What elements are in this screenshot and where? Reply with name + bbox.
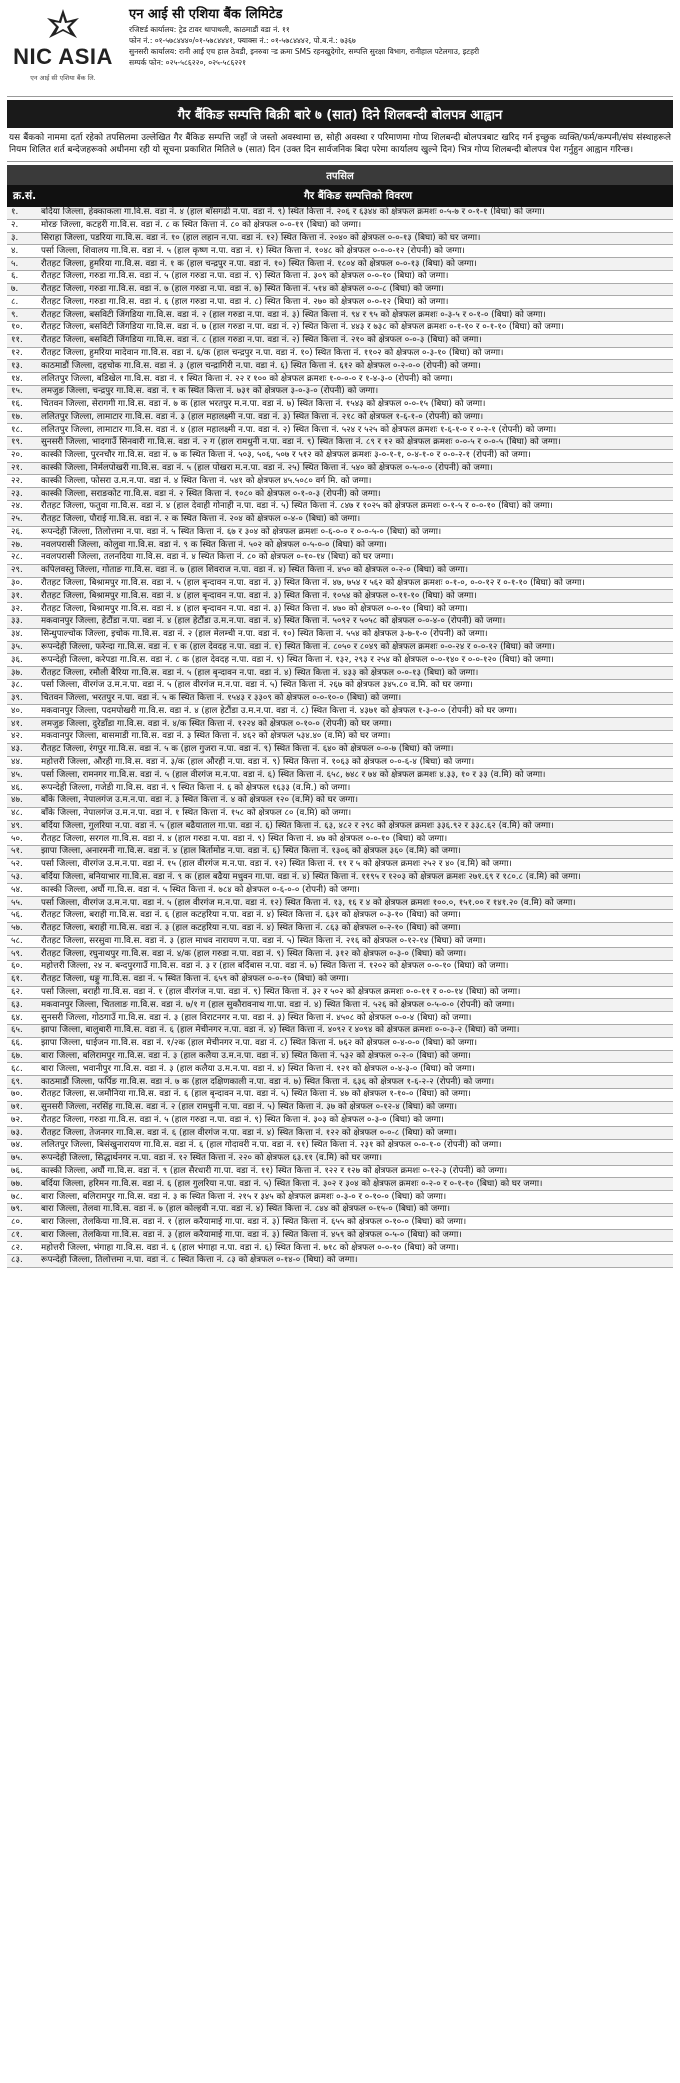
row-description: रौतहट जिल्ला, सरगल गा.वि.स. वडा नं. ४ (हाल गरुडा न.पा. वडा नं. ९) स्थित कित्ता नं. ४७ को क्षेत्रफल ०-०-१० (बिघा) को जग्गा। [41, 833, 448, 844]
table-row [7, 1204, 673, 1217]
row-serial: ५१. [11, 846, 23, 857]
row-serial: २१. [11, 463, 23, 474]
table-row [7, 1140, 673, 1153]
row-description: सुनसरी जिल्ला, नरसिंह गा.वि.स. वडा नं. २ (हाल रामधुनी न.पा. वडा नं. ५) स्थित कित्ता नं. ३७ को क्षेत्रफल ०-१२-४ (बिघा) को जग्गा। [41, 1102, 457, 1113]
row-serial: १५. [11, 386, 23, 397]
property-list [7, 207, 673, 1268]
row-description: कास्की जिल्ला, अर्घौ गा.वि.स. वडा नं. ५ स्थित कित्ता नं. ७८४ को क्षेत्रफल ०-६-०-० (रोपनी) को जग्गा। [41, 884, 360, 895]
row-serial: ३९. [11, 693, 23, 704]
row-description: रौतहट जिल्ला, रंगपुर गा.वि.स. वडा नं. ५ क (हाल गुजरा न.पा. वडा नं. ९) स्थित कित्ता नं. ६४० को क्षेत्रफल ०-०-७ (बिघा) को जग्गा। [41, 744, 454, 755]
row-description: पर्सा जिल्ला, वीरगंज उ.म.न.पा. वडा नं. १५ (हाल वीरगंज म.न.पा. वडा नं. १२) स्थित कित्ता नं. ११ र ५ को क्षेत्रफल क्रमशः २५२ र ४० (व.मि) को जग्गा। [41, 859, 512, 870]
row-description: रौतहट जिल्ला, गरुडा गा.वि.स. वडा नं. ७ (हाल गरुडा न.पा. वडा नं. ७) स्थित कित्ता नं. ५१४ को क्षेत्रफल ०-०-८ (बिघा) को जग्गा। [41, 284, 444, 295]
row-description: महोत्तरी जिल्ला, भंगाहा गा.वि.स. वडा नं. ६ (हाल भंगाहा न.पा. वडा नं. ६) स्थित कित्ता नं. ७१८ को क्षेत्रफल ०-०-१० (बिघा) को जग्गा। [41, 1242, 459, 1253]
row-serial: ३७. [11, 667, 23, 678]
table-row [7, 897, 673, 910]
row-serial: ७८. [11, 1191, 23, 1202]
table-row [7, 386, 673, 399]
row-description: कास्की जिल्ला, निर्मलपोखरी गा.वि.स. वडा नं. ५ (हाल पोखरा म.न.पा. वडा नं. २५) स्थित कित्ता नं. ५४० को क्षेत्रफल ०-५-०-० (रोपनी) को जग्गा। [41, 463, 493, 474]
table-row [7, 335, 673, 348]
bank-contact-info [119, 0, 673, 96]
table-row [7, 552, 673, 565]
table-row [7, 360, 673, 373]
row-serial: ५. [11, 258, 19, 269]
row-serial: २३. [11, 488, 23, 499]
row-description: रौतहट जिल्ला, रघुनाथपुर गा.वि.स. वडा नं. ४/क (हाल गरुडा न.पा. वडा नं. ९) स्थित कित्ता नं. ३१२ को क्षेत्रफल ०-३-० (बिघा) को जग्गा। [41, 948, 467, 959]
row-serial: ७४. [11, 1140, 23, 1151]
row-serial: ६०. [11, 961, 23, 972]
row-description: महोत्तरी जिल्ला, २४ न. बन्दपुरगाउँ गा.वि.स. वडा नं. ३ र (हाल बर्दिबास न.पा. वडा नं. ७) स्थित कित्ता नं. १२०२ को क्षेत्रफल ०-०-१० (बिघा) को जग्गा। [41, 961, 509, 972]
row-description: बर्दिया जिल्ला, गुलरिया न.पा. वडा नं. ५ (हाल बढैयाताल गा.पा. वडा नं. ६) स्थित कित्ता नं. ६३, ४८२ र २९८ को क्षेत्रफल क्रमशः ३३६.९२ र ३३८.६२ (व.मि) को जग्गा। [41, 820, 554, 831]
table-row [7, 872, 673, 885]
row-serial: ४१. [11, 718, 23, 729]
row-description: रौतहट जिल्ला, हुमरिया गा.वि.स. वडा नं. १ क (हाल चन्द्रपुर न.पा. वडा नं. १०) स्थित कित्ता नं. १८०४ को क्षेत्रफल ०-०-१३ (बिघा) को जग्गा। [41, 258, 477, 269]
table-row [7, 463, 673, 476]
row-description: रूपन्देही जिल्ला, सिद्धार्थनगर न.पा. वडा नं. १२ स्थित कित्ता नं. २२० को क्षेत्रफल ६३.११ (व.मि) को घर जग्गा। [41, 1153, 382, 1164]
row-description: नवलपरासी जिल्ला, कोलुवा गा.वि.स. वडा नं. ९ क स्थित कित्ता नं. ५०२ को क्षेत्रफल ०-५-०-० (बिघा) को जग्गा। [41, 539, 387, 550]
row-serial: ४५. [11, 769, 23, 780]
bank-header [7, 0, 673, 97]
notice-intro: यस बैंकको नाममा दर्ता रहेको तपसिलमा उल्लेखित गैर बैंकिङ सम्पत्ति जहाँ जे जस्तो अवस्थामा छ, सोही अवस्था र परिमाणमा गोप्य शिलबन्दी बोलपत्रबाट खरिद गर्न इच्छुक व्यक्ति/फर्म/कम्पनी/संघ संस्थाहरूले नियम शिलित शर्त बन्देजहरूको अधीनमा रही यो सूचना प्रकाशित मितिले ७ (सात) दिन (उक्त दिन सार्वजनिक बिदा परेमा कार्यालय खुल्ने दिन) भित्र गोप्य शिलबन्दी बोलपत्र पेश गर्नुहुन आह्वान गरिन्छ। [7, 128, 673, 162]
row-description: मकवानपुर जिल्ला, पदमपोखरी गा.वि.स. वडा नं. ४ (हाल हेटौंडा उ.म.न.पा. वडा नं. ८) स्थित कित्ता नं. ४३७१ को क्षेत्रफल १-३-०-० (रोपनी) को घर जग्गा। [41, 705, 517, 716]
row-serial: ७५. [11, 1153, 23, 1164]
table-row [7, 322, 673, 335]
table-row [7, 1102, 673, 1115]
row-serial: ९. [11, 309, 19, 320]
row-description: मकवानपुर जिल्ला, बासमाडी गा.वि.स. वडा नं. ३ स्थित कित्ता नं. ४६२ को क्षेत्रफल ५३४.४० (व.मि) को घर जग्गा। [41, 731, 391, 742]
row-serial: ३८. [11, 680, 23, 691]
row-description: मकवानपुर जिल्ला, हेटौंडा न.पा. वडा नं. ४ (हाल हेटौंडा उ.म.न.पा. वडा नं. ४) स्थित कित्ता नं. ५०९२ र ५०५८ को क्षेत्रफल ०-०-४-० (रोपनी) को जग्गा। [41, 616, 506, 627]
table-row [7, 884, 673, 897]
table-row [7, 424, 673, 437]
row-serial: २६. [11, 526, 23, 537]
row-serial: ३१. [11, 590, 23, 601]
row-serial: ३४. [11, 629, 23, 640]
row-description: चितवन जिल्ला, सेरागगी गा.वि.स. वडा नं. ७ क (हाल भरतपुर म.न.पा. वडा नं. ७) स्थित कित्ता नं. १५४३ को क्षेत्रफल ०-०-१५ (बिघा) को जग्गा। [41, 399, 486, 410]
row-description: झापा जिल्ला, धाईजन गा.वि.स. वडा नं. १/२क (हाल मेचीनगर न.पा. वडा नं. ८) स्थित कित्ता नं. ७६२ को क्षेत्रफल ०-४-०-० (बिघा) को जग्गा। [41, 1038, 477, 1049]
row-serial: ५७. [11, 923, 23, 934]
row-description: रौतहट जिल्ला, बसविटी जिंगडिया गा.वि.स. वडा नं. ७ (हाल गरुडा न.पा. वडा नं. २) स्थित कित्ता नं. ४४३ र ७३८ को क्षेत्रफल क्रमशः ०-१-१० र ०-१-१० (बिघा) को जग्गा। [41, 322, 564, 333]
row-description: रौतहट जिल्ला, गरुडा गा.वि.स. वडा नं. ५ (हाल गरुडा न.पा. वडा नं. ९) स्थित कित्ता नं. ३०९ को क्षेत्रफल ०-०-१० (बिघा) को जग्गा। [41, 271, 449, 282]
row-description: काठमाडौं जिल्ला, दहचोक गा.वि.स. वडा नं. ३ (हाल चन्द्रागिरी न.पा. वडा नं. ६) स्थित कित्ता नं. ६१२ को क्षेत्रफल ०-२-०-० (रोपनी) को जग्गा। [41, 360, 481, 371]
row-description: सिराहा जिल्ला, पडरिया गा.वि.स. वडा नं. १० (हाल लहान न.पा. वडा नं. १२) स्थित कित्ता नं. २०४० को क्षेत्रफल ०-०-१३ (बिघा) को घर जग्गा। [41, 232, 481, 243]
row-description: रौतहट जिल्ला, बराही गा.वि.स. वडा नं. ३ (हाल कटहरिया न.पा. वडा नं. ४) स्थित कित्ता नं. ८६३ को क्षेत्रफल ०-२-१० (बिघा) को जग्गा। [41, 923, 461, 934]
table-row [7, 309, 673, 322]
column-serial: क्र.सं. [13, 190, 37, 202]
column-description: गैर बैंकिङ सम्पत्तिको विवरण [303, 190, 413, 202]
brand-tagline: एन आई सी एशिया बैंक लि. [30, 74, 96, 82]
table-row [7, 616, 673, 629]
table-row [7, 514, 673, 527]
row-description: रौतहट जिल्ला, बराही गा.वि.स. वडा नं. ६ (हाल कटहरिया न.पा. वडा नं. ४) स्थित कित्ता नं. ६३१ को क्षेत्रफल ०-३-१० (बिघा) को जग्गा। [41, 910, 461, 921]
table-row [7, 1217, 673, 1230]
row-serial: ३६. [11, 654, 23, 665]
table-row [7, 399, 673, 412]
row-serial: ३०. [11, 578, 23, 589]
table-row [7, 1242, 673, 1255]
table-row [7, 1012, 673, 1025]
row-serial: १६. [11, 399, 23, 410]
table-row [7, 233, 673, 246]
row-description: सुनसरी जिल्ला, भादगाउँ सिनवारी गा.वि.स. वडा नं. २ ग (हाल रामधुनी न.पा. वडा नं. ९) स्थित कित्ता नं. ८९ र १२ को क्षेत्रफल क्रमशः ०-०-५ र ०-०-५ (बिघा) को जग्गा। [41, 437, 561, 448]
row-serial: ६७. [11, 1050, 23, 1061]
table-row [7, 527, 673, 540]
table-row [7, 923, 673, 936]
row-serial: ४७. [11, 795, 23, 806]
row-description: झापा जिल्ला, अनारमनी गा.वि.स. वडा नं. ४ (हाल बिर्तामोड न.पा. वडा नं. ६) स्थित कित्ता नं. १३०६ को क्षेत्रफल ३६० (व.मि) को जग्गा। [41, 846, 461, 857]
table-row [7, 1191, 673, 1204]
row-description: रूपन्देही जिल्ला, करेपडा गा.वि.स. वडा नं. ८ क (हाल देवदह न.पा. वडा नं. ९) स्थित कित्ता नं. १३२, २९३ र २५४ को क्षेत्रफल ०-०-१४० र ०-०-१२० (बिघा) को जग्गा। [41, 654, 554, 665]
table-row [7, 412, 673, 425]
row-description: रौतहट जिल्ला, फतुवा गा.वि.स. वडा नं. ४ (हाल देवाही गोनाही न.पा. वडा नं. ५) स्थित कित्ता नं. ८४७ र १०२५ को क्षेत्रफल क्रमशः ०-१-५ र ०-०-१० (बिघा) को जग्गा। [41, 501, 553, 512]
table-row [7, 348, 673, 361]
row-description: रौतहट जिल्ला, बिश्रामपुर गा.वि.स. वडा नं. ४ (हाल बृन्दावन न.पा. वडा नं. ३) स्थित कित्ता नं. १०५४ को क्षेत्रफल ०-११-१० (बिघा) को जग्गा। [41, 590, 477, 601]
table-row [7, 245, 673, 258]
table-row [7, 936, 673, 949]
table-row [7, 220, 673, 233]
table-row [7, 846, 673, 859]
table-row [7, 450, 673, 463]
row-description: बारा जिल्ला, बलिरामपुर गा.वि.स. वडा नं. ३ (हाल कलैया उ.म.न.पा. वडा नं. ४) स्थित कित्ता नं. ५३२ को क्षेत्रफल ०-२-० (बिघा) को जग्गा। [41, 1050, 471, 1061]
row-description: रौतहट जिल्ला, बसविटी जिंगडिया गा.वि.स. वडा नं. ८ (हाल गरुडा न.पा. वडा नं. २) स्थित कित्ता नं. २१० को क्षेत्रफल ०-०-३ (बिघा) को जग्गा। [41, 335, 482, 346]
row-description: चितवन जिल्ला, भरतपुर न.पा. वडा नं. ५ क स्थित कित्ता नं. १५४३ र ३३०९ को क्षेत्रफल ०-०-१०-० (बिघा) को जग्गा। [41, 693, 402, 704]
table-row [7, 207, 673, 220]
row-description: रूपन्देही जिल्ला, तिलोत्तमा न.पा. वडा नं. ५ स्थित कित्ता नं. ६७ र ३०४ को क्षेत्रफल क्रमशः ०-६-०-० र ०-०-५-० (बिघा) को जग्गा। [41, 526, 442, 537]
row-description: बाँके जिल्ला, नेपालगंज उ.म.न.पा. वडा नं. ३ स्थित कित्ता नं. ४ को क्षेत्रफल १२० (व.मि) को घर जग्गा। [41, 795, 359, 806]
table-row [7, 757, 673, 770]
table-row [7, 1089, 673, 1102]
schedule-label: तपसिल [7, 165, 673, 185]
table-row [7, 258, 673, 271]
table-row [7, 284, 673, 297]
row-description: रौतहट जिल्ला, बिश्रामपुर गा.वि.स. वडा नं. ४ (हाल बृन्दावन न.पा. वडा नं. ३) स्थित कित्ता नं. ४७० को क्षेत्रफल ०-०-१० (बिघा) को जग्गा। [41, 603, 468, 614]
row-serial: ६५. [11, 1025, 23, 1036]
row-description: रूपन्देही जिल्ला, तिलोत्तमा न.पा. वडा नं. ८ स्थित कित्ता नं. ८३ को क्षेत्रफल ०-१४-० (बिघा) को जग्गा। [41, 1255, 358, 1266]
info-line: सम्पर्क फोन: ०२५-५८६२२०, ०२५-५८६२२१ [129, 58, 247, 67]
table-row [7, 795, 673, 808]
row-serial: ६४. [11, 1012, 23, 1023]
row-serial: १२. [11, 347, 23, 358]
row-description: बारा जिल्ला, तेलकिया गा.वि.स. वडा नं. १ (हाल करैयामाई गा.पा. वडा नं. ३) स्थित कित्ता नं. ६५५ को क्षेत्रफल ०-१०-० (बिघा) को जग्गा। [41, 1217, 467, 1228]
table-row [7, 808, 673, 821]
table-row [7, 974, 673, 987]
table-row [7, 680, 673, 693]
row-description: महोत्तरी जिल्ला, औरही गा.वि.स. वडा नं. ३/क (हाल औरही न.पा. वडा नं. ९) स्थित कित्ता नं. १०६३ को क्षेत्रफल ०-०-६-४ (बिघा) को जग्गा। [41, 756, 475, 767]
row-description: बारा जिल्ला, तेलवा गा.वि.स. वडा नं. ७ (हाल कोल्हवी न.पा. वडा नं. ४) स्थित कित्ता नं. ८४४ को क्षेत्रफल ०-१५-० (बिघा) को जग्गा। [41, 1204, 450, 1215]
row-description: ललितपुर जिल्ला, बिसंखुनारायण गा.वि.स. वडा नं. ६ (हाल गोदावरी न.पा. वडा नं. ११) स्थित कित्ता नं. २३१ को क्षेत्रफल ०-०-१-० (रोपनी) को जग्गा। [41, 1140, 502, 1151]
row-description: रौतहट जिल्ला, गरुडा गा.वि.स. वडा नं. ६ (हाल गरुडा न.पा. वडा नं. ८) स्थित कित्ता नं. २७० को क्षेत्रफल ०-०-१२ (बिघा) को जग्गा। [41, 296, 449, 307]
row-serial: ५०. [11, 833, 23, 844]
row-serial: ३२. [11, 603, 23, 614]
table-row [7, 667, 673, 680]
row-description: कास्की जिल्ला, सराङकोट गा.वि.स. वडा नं. २ स्थित कित्ता नं. १०८० को क्षेत्रफल ०-१-०-३ (रोपनी) को जग्गा। [41, 488, 381, 499]
notice-page [7, 0, 673, 1268]
table-row [7, 999, 673, 1012]
table-row [7, 539, 673, 552]
row-description: कास्की जिल्ला, पुरनचौर गा.वि.स. वडा नं. ७ क स्थित कित्ता नं. ५०३, ५०६, ५०७ र ५१२ को क्षेत्रफल क्रमशः ३-०-१-१, ०-४-१-० र ०-०-२-१ (रोपनी) को जग्गा। [41, 450, 531, 461]
row-serial: ८०. [11, 1217, 23, 1228]
notice-title: गैर बैंकिङ सम्पत्ति बिक्री बारे ७ (सात) दिने शिलबन्दी बोलपत्र आह्वान [7, 100, 673, 128]
row-serial: २२. [11, 475, 23, 486]
row-description: कास्की जिल्ला, फोसरा उ.म.न.पा. वडा नं. ४ स्थित कित्ता नं. ५४१ को क्षेत्रफल ४५.५०८० वर्ग मि. को जग्गा। [41, 475, 372, 486]
row-serial: ६. [11, 271, 19, 282]
row-serial: ४. [11, 245, 19, 256]
table-row [7, 961, 673, 974]
row-serial: ५२. [11, 859, 23, 870]
row-serial: १३. [11, 360, 23, 371]
row-description: पर्सा जिल्ला, शिवालय गा.वि.स. वडा नं. ५ (हाल कृष्ण न.पा. वडा नं. १) स्थित कित्ता नं. १०४८ को क्षेत्रफल ०-०-०-१२ (रोपनी) को जग्गा। [41, 245, 465, 256]
row-serial: ६९. [11, 1076, 23, 1087]
table-row [7, 603, 673, 616]
brand-name: NIC ASIA [13, 44, 113, 69]
table-row [7, 565, 673, 578]
table-row [7, 1025, 673, 1038]
row-description: रौतहट जिल्ला, बिश्रामपुर गा.वि.स. वडा नं. ५ (हाल बृन्दावन न.पा. वडा नं. ३) स्थित कित्ता नं. ४७, ७५४ र ५६२ को क्षेत्रफल क्रमशः ०-१-०, ०-०-१२ र ०-१-१० (बिघा) को जग्गा। [41, 578, 585, 589]
row-description: बर्दिया जिल्ला, हेक्काकला गा.वि.स. वडा नं. ४ (हाल बाँसगढी न.पा. वडा नं. ९) स्थित कित्ता नं. २०६ र ६३४४ को क्षेत्रफल क्रमशः ०-५-७ र ०-१-१ (बिघा) को जग्गा। [41, 207, 545, 218]
table-row [7, 910, 673, 923]
row-description: पर्सा जिल्ला, वीरगंज उ.म.न.पा. वडा नं. ५ (हाल वीरगंज म.न.पा. वडा नं. १२) स्थित कित्ता नं. १३, १६ र ४ को क्षेत्रफल क्रमशः १००.०, १५१.०० र १४१.२० (व.मि) को जग्गा। [41, 897, 576, 908]
table-row [7, 744, 673, 757]
row-serial: १. [11, 207, 19, 218]
table-row [7, 693, 673, 706]
table-row [7, 629, 673, 642]
row-serial: २७. [11, 539, 23, 550]
row-serial: ७०. [11, 1089, 23, 1100]
table-row [7, 437, 673, 450]
row-description: रौतहट जिल्ला, तेजनगर गा.वि.स. वडा नं. ६ (हाल वीरगंज न.पा. वडा नं. ४) स्थित कित्ता नं. १२२ को क्षेत्रफल ०-०-८ (बिघा) को जग्गा। [41, 1127, 457, 1138]
row-serial: १७. [11, 411, 23, 422]
table-row [7, 1153, 673, 1166]
row-serial: ६१. [11, 974, 23, 985]
table-row [7, 987, 673, 1000]
table-row [7, 1230, 673, 1243]
table-row [7, 1063, 673, 1076]
table-row [7, 731, 673, 744]
row-serial: ४०. [11, 705, 23, 716]
table-row [7, 642, 673, 655]
row-serial: ७९. [11, 1204, 23, 1215]
row-serial: ७१. [11, 1102, 23, 1113]
row-description: बारा जिल्ला, भवानीपुर गा.वि.स. वडा नं. ३ (हाल कलैया उ.म.न.पा. वडा नं. ४) स्थित कित्ता नं. १२१ को क्षेत्रफल ०-४-३-० (बिघा) को जग्गा। [41, 1063, 475, 1074]
row-description: बारा जिल्ला, बलिरामपुर गा.वि.स. वडा नं. ३ क स्थित कित्ता नं. २१५ र ३४५ को क्षेत्रफल क्रमशः ०-३-० र ०-१०-० (बिघा) को जग्गा। [41, 1191, 447, 1202]
table-row [7, 654, 673, 667]
row-description: सुनसरी जिल्ला, गोठगाउँ गा.वि.स. वडा नं. ३ (हाल विराटनगर न.पा. वडा नं. ३) स्थित कित्ता नं. ४५०८ को क्षेत्रफल ०-०-४ (बिघा) को जग्गा। [41, 1012, 472, 1023]
row-description: ललितपुर जिल्ला, लामाटार गा.वि.स. वडा नं. ३ (हाल महालक्ष्मी न.पा. वडा नं. ३) स्थित कित्ता नं. २१८ को क्षेत्रफल १-६-१-० (रोपनी) को जग्गा। [41, 411, 484, 422]
row-serial: ६६. [11, 1038, 23, 1049]
row-description: रौतहट जिल्ला, हुमरिया मादेवान गा.वि.स. वडा नं. ६/क (हाल चन्द्रपुर न.पा. वडा नं. १०) स्थित कित्ता नं. ११०२ को क्षेत्रफल ०-३-१० (बिघा) को जग्गा। [41, 347, 504, 358]
row-serial: ७६. [11, 1165, 23, 1176]
table-row [7, 718, 673, 731]
row-serial: ७२. [11, 1114, 23, 1125]
table-row [7, 1178, 673, 1191]
row-serial: २९. [11, 565, 23, 576]
row-serial: ४२. [11, 731, 23, 742]
row-serial: ५३. [11, 872, 23, 883]
row-description: सिन्धुपाल्चोक जिल्ला, इचोक गा.वि.स. वडा नं. २ (हाल मेलम्ची न.पा. वडा नं. १०) स्थित कित्ता नं. ५५४ को क्षेत्रफल ३-७-१-० (रोपनी) को जग्गा। [41, 629, 488, 640]
table-row [7, 1114, 673, 1127]
row-description: रौतहट जिल्ला, सरसुवा गा.वि.स. वडा नं. ३ (हाल माधव नारायण न.पा. वडा नं. ५) स्थित कित्ता नं. २१६ को क्षेत्रफल ०-१२-१४ (बिघा) को जग्गा। [41, 935, 486, 946]
info-line: फोन नं.: ०१-५७८४४४०/०१-५७८४४४१, फ्याक्स नं.: ०१-५७८४४४२, पो.ब.नं.: ७३६७ [129, 36, 356, 45]
table-row [7, 578, 673, 591]
table-row [7, 821, 673, 834]
table-row [7, 782, 673, 795]
row-serial: ५४. [11, 884, 23, 895]
row-serial: १८. [11, 424, 23, 435]
table-header [7, 185, 673, 207]
row-serial: ६३. [11, 999, 23, 1010]
table-row [7, 1127, 673, 1140]
row-description: रौतहट जिल्ला, गरुडा गा.वि.स. वडा नं. ५ (हाल गरुडा न.पा. वडा नं. ९) स्थित कित्ता नं. ३०३ को क्षेत्रफल ०-३-० (बिघा) को जग्गा। [41, 1114, 444, 1125]
row-serial: १९. [11, 437, 23, 448]
table-row [7, 590, 673, 603]
table-row [7, 859, 673, 872]
row-serial: ७७. [11, 1178, 23, 1189]
row-serial: ८. [11, 296, 19, 307]
row-serial: ५८. [11, 935, 23, 946]
row-description: रौतहट जिल्ला, धङ्गु गा.वि.स. वडा नं. ५ स्थित कित्ता नं. ६५९ को क्षेत्रफल ०-०-१० (बिघा) को जग्गा। [41, 974, 349, 985]
table-row [7, 1051, 673, 1064]
row-description: बर्दिया जिल्ला, बनियाभार गा.वि.स. वडा नं. ९ क (हाल बढैया मधुवन गा.पा. वडा नं. ४) स्थित कित्ता नं. ११९५ र १२०३ को क्षेत्रफल क्रमशः २७१.६९ र १८०.८ (व.मि) को जग्गा। [41, 872, 581, 883]
row-description: मोरङ जिल्ला, कटहरी गा.वि.स. वडा नं. ८ क स्थित कित्ता नं. ८० को क्षेत्रफल ०-०-११ (बिघा) को जग्गा। [41, 220, 362, 231]
row-serial: ८१. [11, 1229, 23, 1240]
row-description: ललितपुर जिल्ला, लामाटार गा.वि.स. वडा नं. ४ (हाल महालक्ष्मी न.पा. वडा नं. २) स्थित कित्ता नं. ५२४ र ५२५ को क्षेत्रफल क्रमशः १-६-१-० र ०-२-१ (रोपनी) को जग्गा। [41, 424, 557, 435]
table-row [7, 1255, 673, 1268]
row-serial: ११. [11, 335, 23, 346]
row-serial: २. [11, 220, 19, 231]
row-serial: २०. [11, 450, 23, 461]
row-description: लमजुङ जिल्ला, चन्द्रपुर गा.वि.स. वडा नं. १ क स्थित कित्ता नं. ७३१ को क्षेत्रफल ३-०-३-० (रोपनी) को जग्गा। [41, 386, 379, 397]
table-row [7, 296, 673, 309]
row-serial: ४४. [11, 756, 23, 767]
row-description: रौतहट जिल्ला, पौराई गा.वि.स. वडा नं. २ क स्थित कित्ता नं. २०४ को क्षेत्रफल ०-४-० (बिघा) को जग्गा। [41, 514, 361, 525]
row-description: काठमाडौं जिल्ला, फर्पिङ गा.वि.स. वडा नं. ७ क (हाल दक्षिणकाली न.पा. वडा नं. ७) स्थित कित्ता नं. ६३६ को क्षेत्रफल १-६-२-२ (रोपनी) को जग्गा। [41, 1076, 495, 1087]
table-row [7, 948, 673, 961]
row-serial: ८२. [11, 1242, 23, 1253]
row-serial: ३५. [11, 641, 23, 652]
table-row [7, 271, 673, 284]
row-description: पर्सा जिल्ला, रामनगर गा.वि.स. वडा नं. ५ (हाल वीरगंज म.न.पा. वडा नं. ६) स्थित कित्ता नं. ६५८, ७४८ र ७४ को क्षेत्रफल क्रमशः ४.३३, १० र ३३ (व.मि) को जग्गा। [41, 769, 546, 780]
row-serial: ४८. [11, 808, 23, 819]
row-description: रूपन्देही जिल्ला, गजेडी गा.वि.स. वडा नं. ९ स्थित कित्ता नं. ६ को क्षेत्रफल १६३३ (व.मि.) को जग्गा। [41, 782, 351, 793]
row-serial: ७३. [11, 1127, 23, 1138]
table-row [7, 501, 673, 514]
table-row [7, 705, 673, 718]
row-description: कास्की जिल्ला, अर्घौ गा.वि.स. वडा नं. ९ (हाल सैरधारी गा.पा. वडा नं. ११) स्थित कित्ता नं. १२२ र १२७ को क्षेत्रफल क्रमशः ०-१२-३ (रोपनी) को जग्गा। [41, 1165, 508, 1176]
row-serial: ५५. [11, 897, 23, 908]
row-serial: ३३. [11, 616, 23, 627]
row-serial: ८३. [11, 1255, 23, 1266]
bank-name: एन आई सी एशिया बैंक लिमिटेड [129, 7, 283, 22]
row-description: लमजुङ जिल्ला, दुरेडाँडा गा.वि.स. वडा नं. ४/क स्थित कित्ता नं. १२२४ को क्षेत्रफल ०-१०-० (रोपनी) को घर जग्गा। [41, 718, 392, 729]
table-row [7, 373, 673, 386]
row-serial: ५९. [11, 948, 23, 959]
table-row [7, 1038, 673, 1051]
row-serial: २८. [11, 552, 23, 563]
table-row [7, 769, 673, 782]
row-serial: ४३. [11, 744, 23, 755]
row-description: रूपन्देही जिल्ला, फरेन्दा गा.वि.स. वडा नं. १ क (हाल देवदह न.पा. वडा नं. १) स्थित कित्ता नं. ८०५० र ८०४९ को क्षेत्रफल क्रमशः ०-०-२४ र ०-०-१२ (बिघा) को जग्गा। [41, 641, 555, 652]
row-description: मकवानपुर जिल्ला, चितलाङ गा.वि.स. वडा नं. ७/१ ग (हाल सुकौरावनाथ गा.पा. वडा नं. ४) स्थित कित्ता नं. ५२६ को क्षेत्रफल ०-५-०-० (रोपनी) को जग्गा। [41, 999, 515, 1010]
bank-logo [7, 0, 119, 96]
row-serial: ४६. [11, 782, 23, 793]
row-description: पर्सा जिल्ला, वीरगंज उ.म.न.पा. वडा नं. ५ (हाल वीरगंज म.न.पा. वडा नं. ५) स्थित कित्ता नं. २६७ को क्षेत्रफल ३४५.८० व.मि. को घर जग्गा। [41, 680, 473, 691]
table-row [7, 475, 673, 488]
row-serial: ३. [11, 232, 19, 243]
row-serial: ४९. [11, 820, 23, 831]
row-description: ललितपुर जिल्ला, बडिखेल गा.वि.स. वडा नं. १ स्थित कित्ता नं. २२ र १०० को क्षेत्रफल क्रमशः १-०-०-० र १-४-३-० (रोपनी) को जग्गा। [41, 373, 453, 384]
nic-asia-star-icon [33, 8, 93, 42]
info-line: रजिष्टर्ड कार्यालय: ट्रेड टावर थापाथली, काठमाडौं वडा नं. ११ [129, 25, 290, 34]
row-serial: २५. [11, 514, 23, 525]
row-serial: ६२. [11, 987, 23, 998]
table-row [7, 488, 673, 501]
row-description: रौतहट जिल्ला, बसविटी जिंगडिया गा.वि.स. वडा नं. २ (हाल गरुडा न.पा. वडा नं. ३) स्थित कित्ता नं. ९४ र ९५ को क्षेत्रफल क्रमशः ०-३-५ र ०-१-० (बिघा) को जग्गा। [41, 309, 546, 320]
row-description: झापा जिल्ला, बालुबारी गा.वि.स. वडा नं. ६ (हाल मेचीनगर न.पा. वडा नं. ४) स्थित कित्ता नं. ४०९२ र ४०९४ को क्षेत्रफल क्रमशः ०-०-३-२ (बिघा) को जग्गा। [41, 1025, 520, 1036]
row-description: रौतहट जिल्ला, रमौली बैरिया गा.वि.स. वडा नं. ५ (हाल बृन्दावन न.पा. वडा नं. ४) स्थित कित्ता नं. ४३३ को क्षेत्रफल ०-०-१३ (बिघा) को जग्गा। [41, 667, 479, 678]
table-row [7, 833, 673, 846]
table-row [7, 1166, 673, 1179]
row-serial: २४. [11, 501, 23, 512]
row-description: बारा जिल्ला, तेलकिया गा.वि.स. वडा नं. ३ (हाल करैयामाई गा.पा. वडा नं. ३) स्थित कित्ता नं. ४५९ को क्षेत्रफल ०-५-० (बिघा) को जग्गा। [41, 1229, 462, 1240]
row-serial: ५६. [11, 910, 23, 921]
row-serial: १४. [11, 373, 23, 384]
row-description: बर्दिया जिल्ला, हरिमन गा.वि.स. वडा नं. ६ (हाल गुलरिया न.पा. वडा नं. ५) स्थित कित्ता नं. ३०२ र ३०४ को क्षेत्रफल क्रमशः ०-२-० र ०-१-१० (बिघा) को घर जग्गा। [41, 1178, 543, 1189]
row-description: कपिलवस्तु जिल्ला, गोताङ गा.वि.स. वडा नं. ७ (हाल शिवराज न.पा. वडा नं. ४) स्थित कित्ता नं. ४५० को क्षेत्रफल ०-२-० (बिघा) को जग्गा। [41, 565, 468, 576]
info-line: सुनसरी कार्यालय: रानी आई एच हाल ठेवडी, इनरुवा र्‍ड क्रमा SMS रहनखुदेगोर, सम्पत्ति सुरक्षा विभाग, रानीहाल पटेलगाउ, इटहरी [129, 47, 480, 56]
row-serial: १०. [11, 322, 23, 333]
row-description: पर्सा जिल्ला, बराही गा.वि.स. वडा नं. १ (हाल वीरगंज न.पा. वडा नं. ९) स्थित कित्ता नं. ३२ र ५०२ को क्षेत्रफल क्रमशः ०-०-११ र ०-०-१४ (बिघा) को जग्गा। [41, 987, 521, 998]
row-serial: ६८. [11, 1063, 23, 1074]
row-description: बाँके जिल्ला, नेपालगंज उ.म.न.पा. वडा नं. १ स्थित कित्ता नं. १५८ को क्षेत्रफल ८० (व.मि) को जग्गा। [41, 808, 352, 819]
row-description: रौतहट जिल्ला, स.जमौनिया गा.वि.स. वडा नं. ६ (हाल बृन्दावन न.पा. वडा नं. ५) स्थित कित्ता नं. ४७ को क्षेत्रफल १-१०-० (बिघा) को जग्गा। [41, 1089, 471, 1100]
table-row [7, 1076, 673, 1089]
row-serial: ७. [11, 284, 19, 295]
row-description: नवलपरासी जिल्ला, तलनदिया गा.वि.स. वडा नं. ४ स्थित कित्ता नं. ८० को क्षेत्रफल ०-१०-१४ (बिघा) को घर जग्गा। [41, 552, 394, 563]
